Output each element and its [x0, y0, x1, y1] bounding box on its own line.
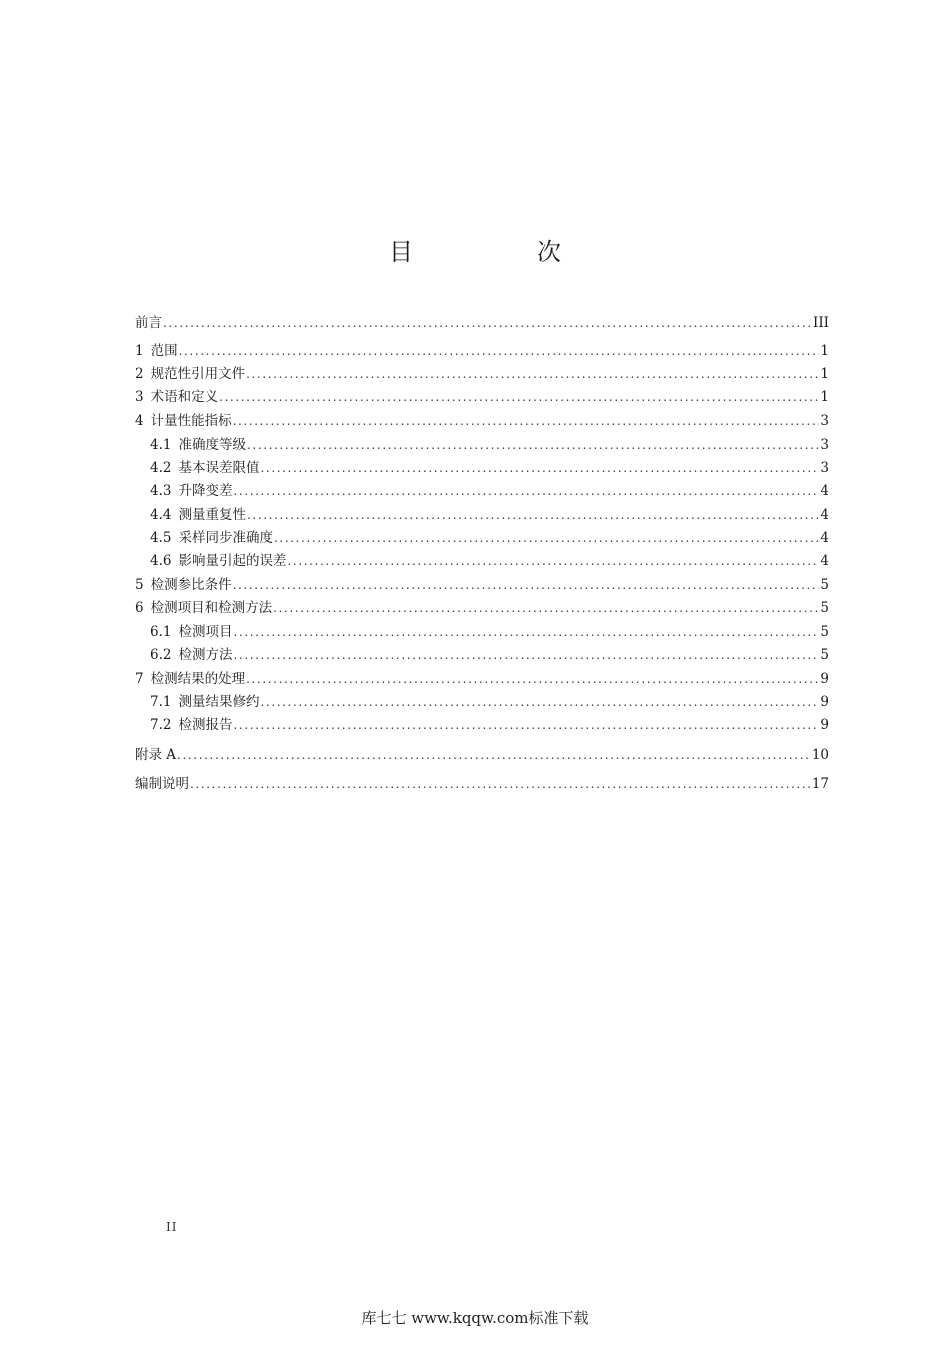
toc-entry-number: 7 — [135, 671, 144, 687]
toc-entry-text: 检测项目和检测方法 — [150, 600, 273, 616]
toc-entry[interactable] — [150, 712, 829, 734]
toc-entry-label — [135, 775, 190, 793]
toc-dot-leader — [246, 365, 819, 383]
toc-entry-label — [135, 314, 163, 332]
toc-entry-text: 计量性能指标 — [150, 413, 232, 429]
toc-entry-page: 9 — [820, 694, 829, 710]
toc-dot-leader — [179, 342, 820, 360]
toc-entry[interactable] — [135, 384, 829, 406]
toc-entry[interactable] — [150, 548, 829, 570]
toc-entry-text: 测量重复性 — [178, 507, 246, 523]
toc-entry-page: 3 — [820, 437, 829, 453]
toc-entry[interactable] — [135, 742, 829, 764]
toc-entry-text: 影响量引起的误差 — [178, 553, 287, 569]
toc-dot-leader — [219, 388, 819, 406]
toc-entry-page: 5 — [820, 600, 829, 616]
toc-entry-label — [150, 482, 233, 500]
toc-entry-number: 7.2 — [150, 717, 172, 733]
toc-entry-label — [150, 459, 260, 477]
toc-entry-text: 检测方法 — [178, 647, 233, 663]
toc-entry-text: 检测项目 — [178, 624, 233, 640]
toc-entry-label — [135, 342, 179, 360]
page-number: II — [166, 1220, 178, 1234]
toc-entry-label — [150, 436, 247, 454]
toc-dot-leader — [163, 314, 812, 332]
toc-entry-number: 5 — [135, 577, 144, 593]
toc-entry-label — [150, 716, 233, 734]
toc-entry-label — [135, 576, 233, 594]
toc-entry-page: 3 — [820, 413, 829, 429]
toc-dot-leader — [287, 552, 819, 570]
toc-entry-number: 4.5 — [150, 530, 172, 546]
toc-entry[interactable] — [150, 642, 829, 664]
toc-entry-number: 7.1 — [150, 694, 172, 710]
toc-entry-page: 4 — [820, 553, 829, 569]
toc-entry-page: 5 — [820, 647, 829, 663]
toc-entry-number: 4.3 — [150, 483, 172, 499]
toc-entry-page: 1 — [820, 343, 829, 359]
toc-entry[interactable] — [150, 502, 829, 524]
toc-entry-label — [135, 365, 246, 383]
toc-entry-number: 4.6 — [150, 553, 172, 569]
toc-dot-leader — [233, 716, 819, 734]
toc-entry-text: 检测结果的处理 — [150, 671, 246, 687]
toc-entry-label — [135, 388, 219, 406]
toc-entry[interactable] — [135, 771, 829, 793]
toc-entry-page: 5 — [820, 624, 829, 640]
toc-entry-number: 3 — [135, 389, 144, 405]
toc-entry-text: 规范性引用文件 — [150, 366, 246, 382]
toc-dot-leader — [247, 506, 819, 524]
toc-entry-label — [150, 506, 247, 524]
toc-dot-leader — [274, 529, 819, 547]
toc-entry-number: 4.4 — [150, 507, 172, 523]
toc-entry-label — [150, 552, 287, 570]
toc-entry-text: 基本误差限值 — [178, 460, 260, 476]
toc-dot-leader — [247, 436, 819, 454]
page-title: 目 次 — [389, 238, 611, 266]
toc-dot-leader — [233, 646, 819, 664]
toc-dot-leader — [233, 623, 819, 641]
toc-dot-leader — [233, 576, 820, 594]
toc-entry-text: 编制说明 — [135, 776, 189, 792]
toc-dot-leader — [233, 482, 819, 500]
toc-entry-page: 4 — [820, 507, 829, 523]
toc-dot-leader — [260, 459, 819, 477]
toc-entry[interactable] — [135, 338, 829, 360]
toc-entry-number: 6.1 — [150, 624, 172, 640]
toc-entry-text: 升降变差 — [178, 483, 233, 499]
toc-entry-label — [135, 412, 233, 430]
toc-entry-page: 17 — [811, 776, 829, 792]
toc-entry[interactable] — [150, 525, 829, 547]
toc-entry-label — [150, 529, 274, 547]
toc-entry[interactable] — [150, 455, 829, 477]
toc-dot-leader — [246, 670, 819, 688]
toc-entry-page: 9 — [820, 671, 829, 687]
toc-entry-number: 2 — [135, 366, 144, 382]
toc-entry[interactable] — [135, 361, 829, 383]
toc-entry-text: 附录 A — [135, 747, 177, 763]
toc-entry-page: III — [813, 315, 829, 331]
toc-entry[interactable] — [150, 689, 829, 711]
toc-entry[interactable] — [135, 666, 829, 688]
toc-entry-text: 前言 — [135, 315, 162, 331]
toc-entry-text: 术语和定义 — [150, 389, 219, 405]
toc-entry-label — [135, 670, 246, 688]
toc-entry-number: 4 — [135, 413, 144, 429]
toc-entry-label — [135, 599, 273, 617]
toc-entry-label — [150, 693, 260, 711]
toc-entry-page: 4 — [820, 483, 829, 499]
toc-dot-leader — [260, 693, 819, 711]
toc-entry-number: 4.1 — [150, 437, 172, 453]
toc-dot-leader — [190, 775, 811, 793]
toc-entry-text: 采样同步准确度 — [178, 530, 273, 546]
toc-entry-text: 准确度等级 — [178, 437, 246, 453]
toc-dot-leader — [177, 746, 811, 764]
toc-entry-number: 6.2 — [150, 647, 172, 663]
footer-watermark: 库七七 www.kqqw.com标准下载 — [361, 1309, 589, 1327]
toc-entry-label — [150, 646, 233, 664]
toc-entry-page: 10 — [811, 747, 829, 763]
toc-entry[interactable] — [150, 432, 829, 454]
toc-entry-number: 6 — [135, 600, 144, 616]
toc-entry-page: 9 — [820, 717, 829, 733]
toc-entry-number: 4.2 — [150, 460, 172, 476]
toc-dot-leader — [233, 412, 820, 430]
toc-entry-text: 检测报告 — [178, 717, 233, 733]
toc-entry[interactable] — [150, 478, 829, 500]
toc-entry-page: 3 — [820, 460, 829, 476]
toc-entry[interactable] — [135, 572, 829, 594]
toc-entry-label — [135, 746, 177, 764]
toc-entry-page: 1 — [820, 366, 829, 382]
toc-entry-text: 检测参比条件 — [150, 577, 232, 593]
toc-entry-page: 4 — [820, 530, 829, 546]
toc-entry-label — [150, 623, 233, 641]
toc-dot-leader — [273, 599, 819, 617]
toc-entry-number: 1 — [135, 343, 144, 359]
toc-entry-page: 5 — [820, 577, 829, 593]
toc-entry[interactable] — [150, 619, 829, 641]
toc-entry-text: 范围 — [150, 343, 178, 359]
toc-entry-text: 测量结果修约 — [178, 694, 260, 710]
toc-entry-page: 1 — [820, 389, 829, 405]
toc-entry[interactable] — [135, 595, 829, 617]
toc-entry[interactable] — [135, 408, 829, 430]
toc-entry[interactable] — [135, 310, 829, 332]
